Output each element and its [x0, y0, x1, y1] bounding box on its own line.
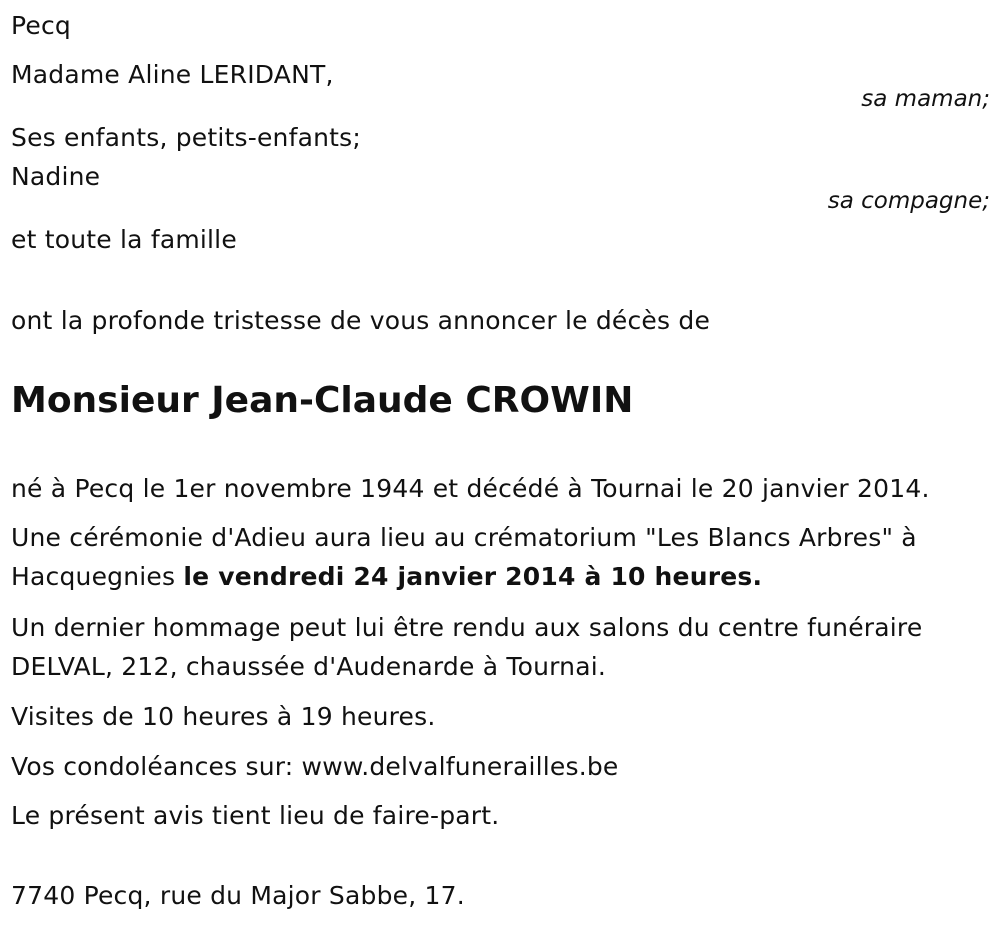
partner-relation: sa compagne;: [827, 188, 990, 214]
ceremony-line-2: [11, 561, 762, 593]
mother-relation: sa maman;: [861, 86, 990, 112]
address-line: 7740 Pecq, rue du Major Sabbe, 17.: [11, 881, 465, 910]
ceremony-place: Hacquegnies: [11, 562, 184, 591]
children-line: Ses enfants, petits-enfants;: [11, 123, 362, 152]
ceremony-datetime: le vendredi 24 janvier 2014 à 10 heures.: [183, 562, 763, 591]
deceased-name: Monsieur Jean-Claude CROWIN: [11, 380, 634, 421]
tribute-line-1: Un dernier hommage peut lui être rendu aux salons du centre funéraire: [11, 613, 923, 642]
condolences-line: Vos condoléances sur: www.delvalfunerailles.be: [11, 752, 619, 781]
partner-name: Nadine: [11, 162, 101, 191]
family-line: et toute la famille: [11, 225, 237, 254]
tribute-line-2: DELVAL, 212, chaussée d'Audenarde à Tournai.: [11, 652, 607, 681]
ceremony-line-1: Une cérémonie d'Adieu aura lieu au crématorium "Les Blancs Arbres" à: [11, 523, 917, 552]
mother-name: Madame Aline LERIDANT,: [11, 60, 334, 89]
announcement-text: ont la profonde tristesse de vous annoncer le décès de: [11, 306, 711, 335]
location-header: Pecq: [11, 11, 71, 40]
notice-line: Le présent avis tient lieu de faire-part.: [11, 801, 500, 830]
birth-death-line: né à Pecq le 1er novembre 1944 et décédé à Tournai le 20 janvier 2014.: [11, 474, 930, 503]
visits-line: Visites de 10 heures à 19 heures.: [11, 702, 436, 731]
